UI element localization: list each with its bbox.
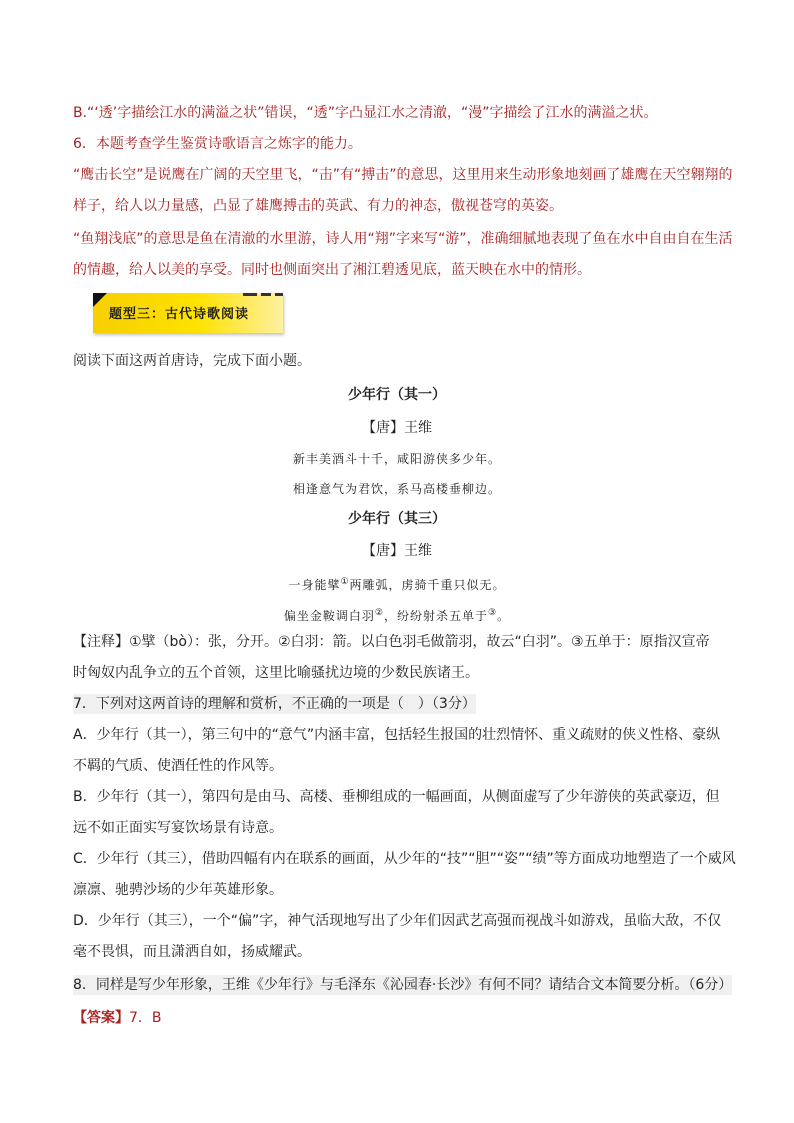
option-d-line2: 毫不畏惧，而且潇洒自如，扬威耀武。: [73, 944, 311, 960]
section-banner: [93, 293, 283, 341]
banner-title: 题型三：古代诗歌阅读: [108, 307, 249, 322]
option-a-line2: 不羁的气质、使酒任性的作风等。: [73, 758, 283, 774]
poem1-author: 【唐】王维: [362, 420, 432, 436]
answer-line: [73, 1008, 162, 1028]
option-c-line1: C．少年行（其三），借助四幅有内在联系的画面，从少年的“技”“胆”“姿”“绩”等方面成功地塑造了一个威风: [73, 851, 736, 867]
answer-value: 7．B: [129, 1010, 162, 1026]
annotation-line1: 【注释】①擘（bò）：张，分开。②白羽：箭。以白色羽毛做箭羽，故云“白羽”。③五单于：原指汉宣帝: [73, 634, 710, 650]
answer-6-paragraph2-line2: 的情趣，给人以美的享受。同时也侧面突出了湘江碧透见底，蓝天映在水中的情形。: [73, 262, 591, 278]
answer-6-intro: 6．本题考查学生鉴赏诗歌语言之炼字的能力。: [73, 136, 362, 152]
question-8: 8．同样是写少年形象，王维《少年行》与毛泽东《沁园春·长沙》有何不同？请结合文本简要分析。（6分）: [73, 977, 733, 993]
option-b-line2: 远不如正面实写宴饮场景有诗意。: [73, 820, 283, 836]
footnote-marker: ③: [488, 608, 498, 618]
poem2-title: 少年行（其三）: [348, 511, 446, 527]
annotation-line2: 时匈奴内乱争立的五个首领，这里比喻骚扰边境的少数民族诸王。: [73, 665, 479, 681]
poem2-line1-part2: 两雕弧，虏骑千重只似无。: [349, 578, 506, 592]
poem1-line1: 新丰美酒斗十千，咸阳游侠多少年。: [292, 452, 501, 466]
poem2-line1: [0, 572, 794, 595]
poem2-line2-part3: 。: [497, 609, 511, 623]
answer-6-paragraph2-line1: “鱼翔浅底”的意思是鱼在清澈的水里游，诗人用“翔”字来写“游”，准确细腻地表现了鱼在水中自由自在生活: [73, 231, 733, 247]
poem2-author: 【唐】王维: [362, 543, 432, 559]
answer-6-paragraph1-line1: “鹰击长空”是说鹰在广阔的天空里飞，“击”有“搏击”的意思，这里用来生动形象地刻画了雄鹰在天空翱翔的: [73, 167, 733, 183]
option-a-line1: A．少年行（其一），第三句中的“意气”内涵丰富，包括轻生报国的壮烈情怀、重义疏财的侠义性格、豪纵: [73, 727, 721, 743]
reading-instruction: 阅读下面这两首唐诗，完成下面小题。: [73, 353, 311, 369]
poem2-line1-part1: 一身能擘: [288, 578, 341, 592]
question-7: 7．下列对这两首诗的理解和赏析，不正确的一项是（ ）（3分）: [73, 696, 476, 712]
poem2-line2: [0, 603, 794, 626]
banner-dash-mark: [261, 293, 271, 296]
answer-label: 【答案】: [73, 1010, 129, 1026]
option-d-line1: D．少年行（其三），一个“偏”字，神气活现地写出了少年们因武艺高强而视战斗如游戏，虽临大敌，不仅: [73, 913, 722, 929]
banner-dash-mark: [243, 293, 257, 296]
poem1-title: 少年行（其一）: [348, 387, 446, 403]
footnote-marker: ②: [374, 608, 384, 618]
answer-b-text: B.“‘透’字描绘江水的满溢之状”错误，“透”字凸显江水之清澈，“漫”字描绘了江水的满溢之状。: [73, 105, 658, 121]
poem2-line2-part2: ，纷纷射杀五单于: [383, 609, 488, 623]
poem2-line2-part1: 偏坐金鞍调白羽: [283, 609, 375, 623]
option-b-line1: B．少年行（其一），第四句是由马、高楼、垂柳组成的一幅画面，从侧面虚写了少年游侠的英武豪迈，但: [73, 789, 720, 805]
answer-6-paragraph1-line2: 样子，给人以力量感，凸显了雄鹰搏击的英武、有力的神态，傲视苍穹的英姿。: [73, 198, 563, 214]
footnote-marker: ①: [340, 577, 350, 587]
banner-dash-mark: [275, 293, 283, 296]
option-c-line2: 凛凛、驰骋沙场的少年英雄形象。: [73, 882, 283, 898]
poem1-line2: 相逢意气为君饮，系马高楼垂柳边。: [292, 482, 501, 496]
